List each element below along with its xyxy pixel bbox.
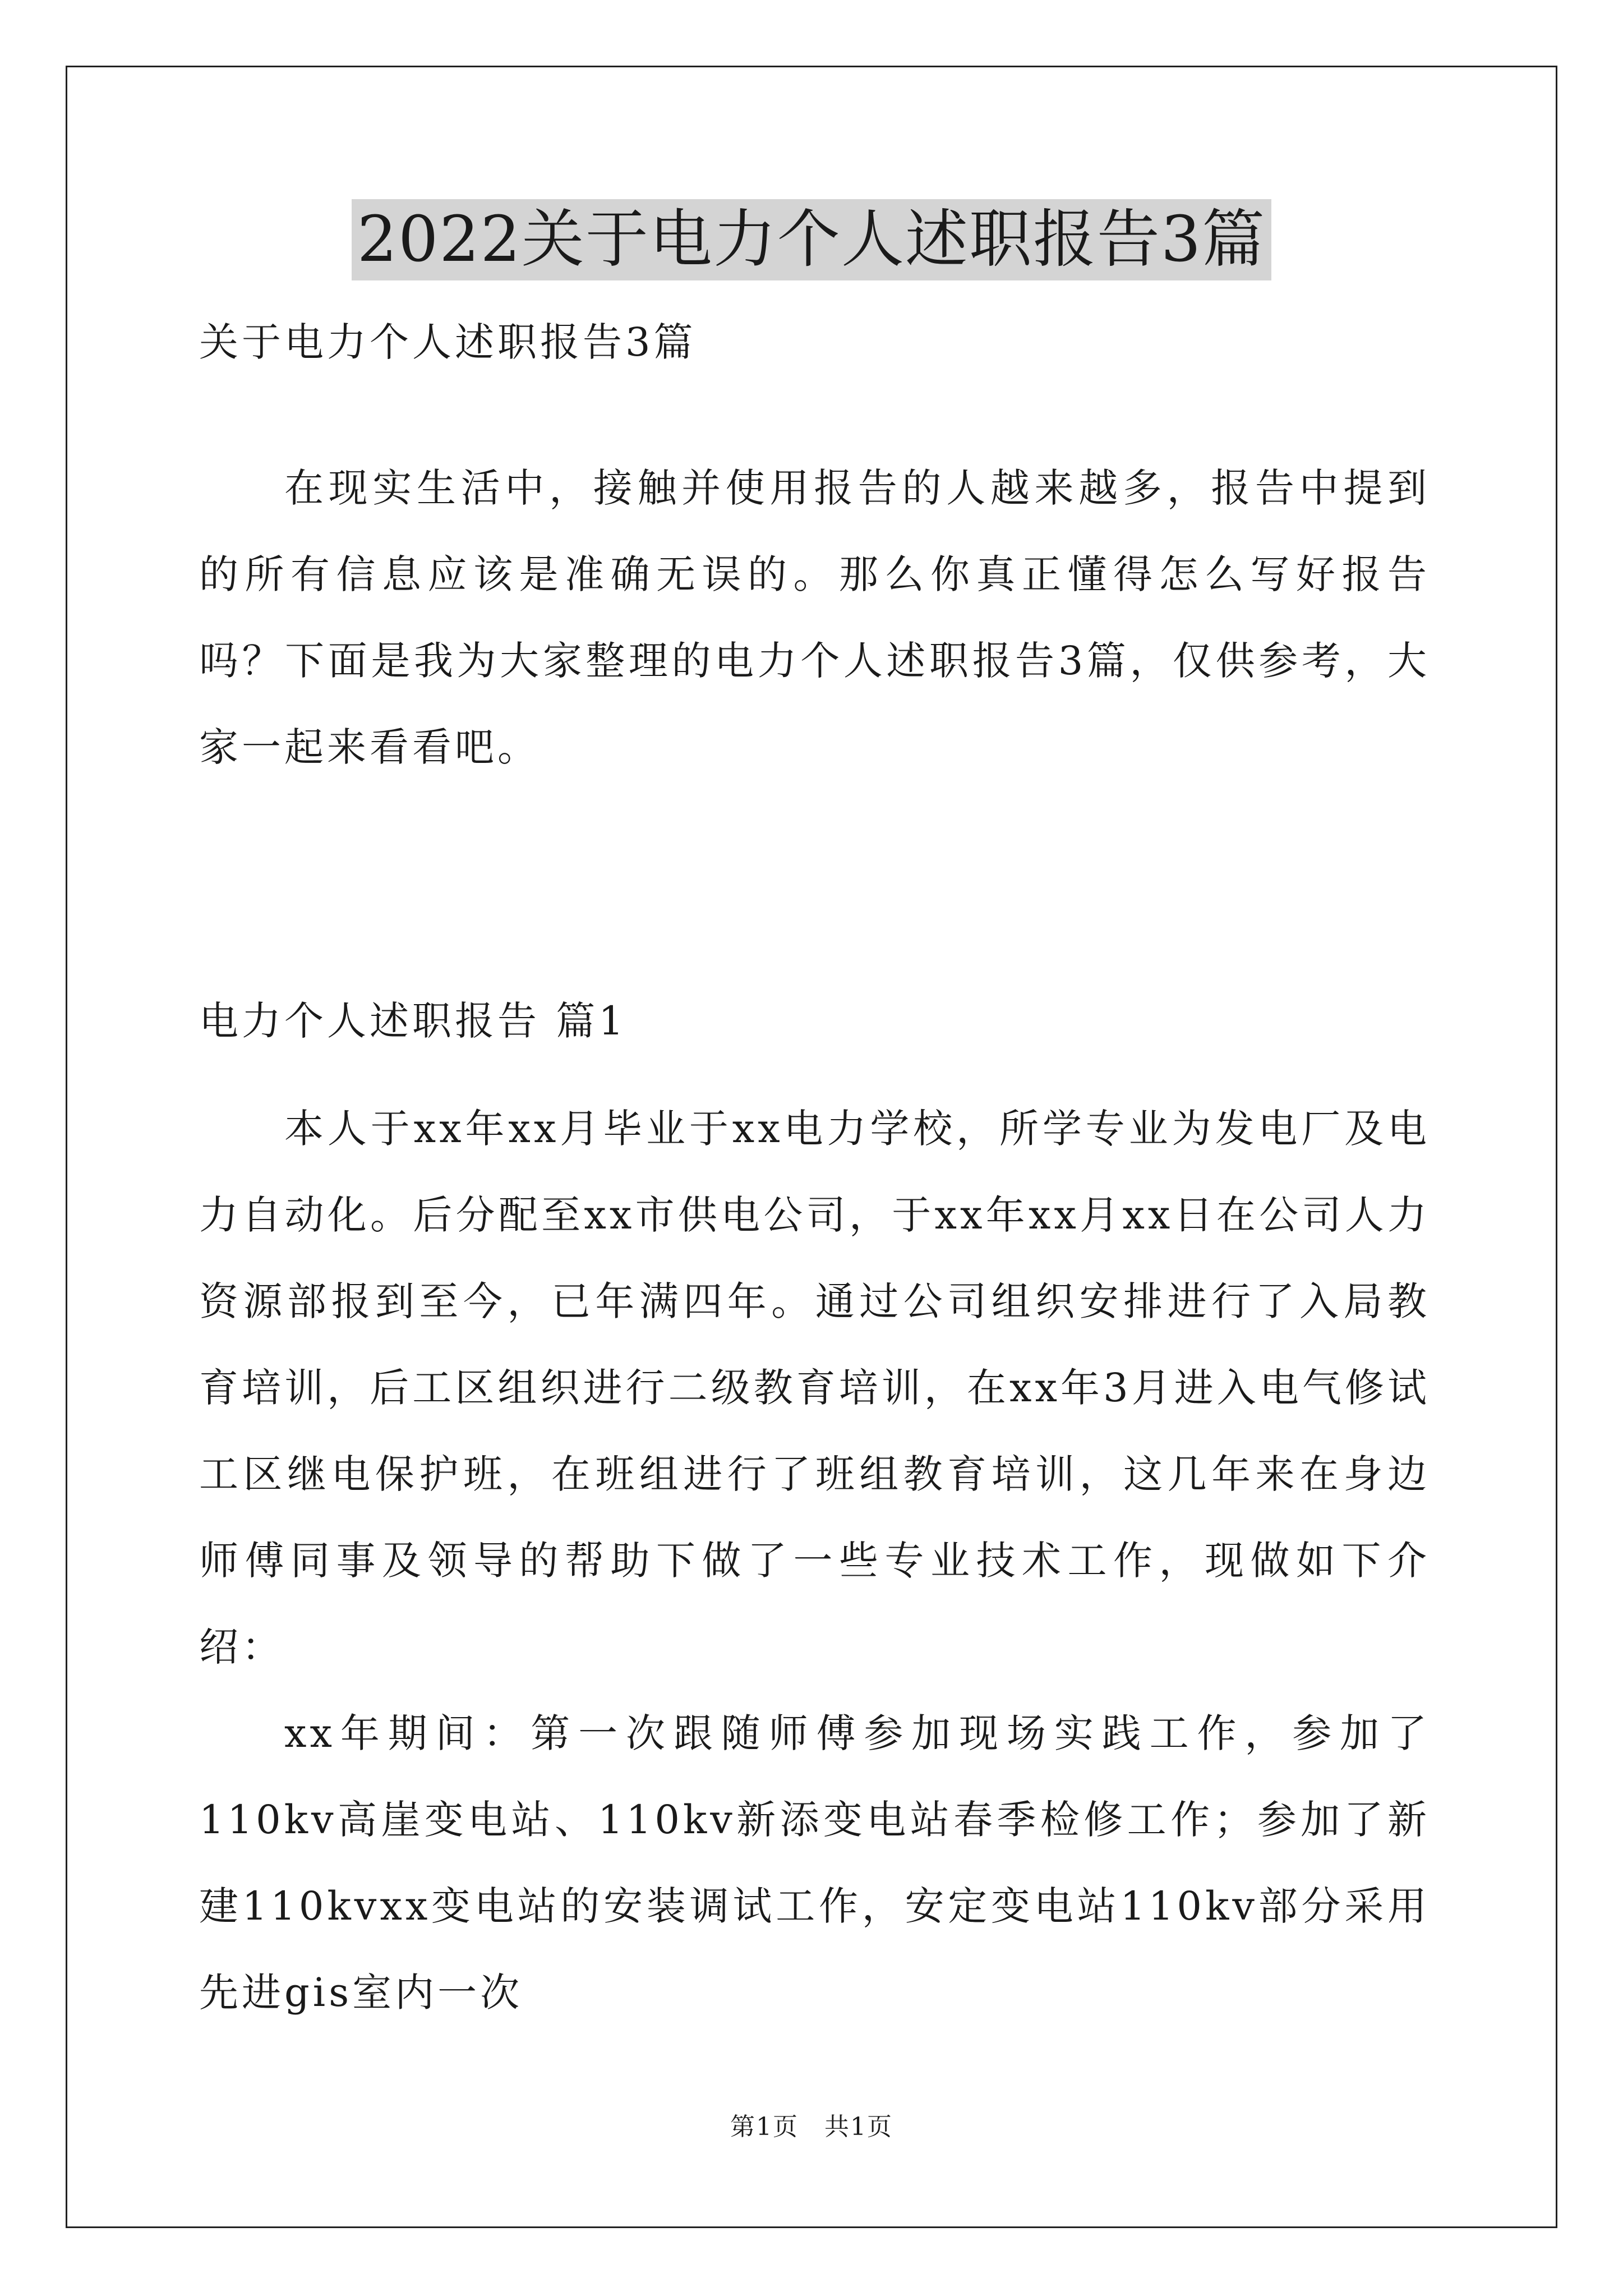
document-title: 2022关于电力个人述职报告3篇 bbox=[352, 199, 1271, 280]
main-section bbox=[199, 1085, 1430, 2036]
body-paragraph: 本人于xx年xx月毕业于xx电力学校，所学专业为发电厂及电力自动化。后分配至xx市供电公司，于xx年xx月xx日在公司人力资源部报到至今，已年满四年。通过公司组织安排进行了入局教育培训，后工区组织进行二级教育培训，在xx年3月进入电气修试工区继电保护班，在班组进行了班组教育培训，这几年来在身边师傅同事及领导的帮助下做了一些专业技术工作，现做如下介绍： bbox=[199, 1106, 1430, 1670]
section-heading: 电力个人述职报告 篇1 bbox=[199, 998, 627, 1044]
document-subtitle: 关于电力个人述职报告3篇 bbox=[199, 319, 697, 365]
page-footer: 第1页 共1页 bbox=[730, 2113, 893, 2141]
title-container bbox=[0, 199, 1623, 280]
intro-section bbox=[199, 445, 1430, 790]
intro-paragraph: 在现实生活中，接触并使用报告的人越来越多，报告中提到的所有信息应该是准确无误的。那么你真正懂得怎么写好报告吗？下面是我为大家整理的电力个人述职报告3篇，仅供参考，大家一起来看看吧。 bbox=[199, 465, 1430, 770]
body-paragraph: xx年期间：第一次跟随师傅参加现场实践工作，参加了110kv高崖变电站、110kv新添变电站春季检修工作；参加了新建110kvxx变电站的安装调试工作，安定变电站110kv部分采用先进gis室内一次 bbox=[199, 1710, 1430, 2016]
